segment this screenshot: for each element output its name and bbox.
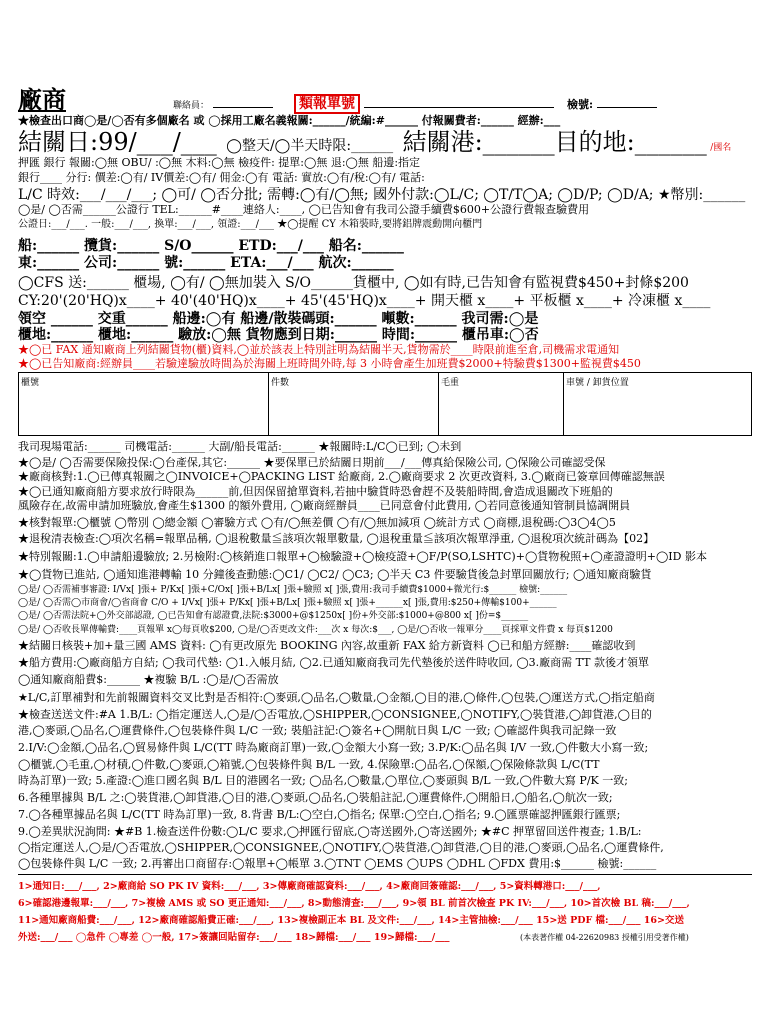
line-32: ★L/C,訂單補對和先前報關資料交叉比對是否相符:◯麥頭,◯品名,◯數量,◯金額,◯目的港,◯條件,◯包裝,◯運送方式,◯指定船商 [18, 691, 655, 704]
grid-col-truck: 車號 / 卸貨位置 [566, 378, 629, 388]
line-14: ★◯已 FAX 通知廠商上列結關貨物(櫃)資料,◯並於該表上特別註明為結關半天,貨物需於____時限前進至倉,司機需求電通知 [18, 343, 620, 356]
line-18: ★廠商核對:1.◯已傳真報關之◯INVOICE+◯PACKING LIST 給廠商, 2.◯廠商要求 2 次更改資料, 3.◯廠商已簽章回傳確認無誤 [18, 470, 665, 483]
line-31: ◯通知廠商船費$:______ ★複驗 B/L :◯是/◯否需放 [18, 673, 279, 686]
line-17: ★◯是/ ◯否需要保險投保:◯台產保,其它:______ ★要保單已於結關日期前___/___傳真給保險公司, ◯保險公司確認受保 [18, 456, 606, 469]
line-19: ★◯已通知廠商船方要求放行時限為______前,但因保留搶單資料,若抽中驗貨時恐會趕不及裝船時間,會造成退關改下班船的 [18, 485, 613, 498]
line-22: ★退稅清表檢查:◯項次名稱=報單品稱, ◯退稅數量≦該項次報單數量, ◯退稅重量≦該項次報單淨重, ◯退稅項次統計碼為【02】 [18, 532, 655, 545]
grid-col-container: 櫃號 [19, 373, 269, 435]
line-11: CY:20'(20'HQ)x____+ 40'(40'HQ)x____+ 45'(45'HQ)x____+ 開天櫃 x____+ 平板櫃 x____+ 冷凍櫃 x____ [18, 293, 711, 309]
line-5: L/C 時效:___/___/___; ◯可/ ◯否分批; 需轉:◯有/◯無; 國外付款:◯L/C; ◯T/T◯A; ◯D/P; ◯D/A; ★幣別:______ [18, 187, 746, 203]
footer-line-3: 11>通知廠商船費:___/___, 12>廠商確認船費正確:___/___, 13>複檢副正本 BL 及文件:___/___, 14>主管抽檢:___/___ 15>送 PDF 檔:___/___ 16>交送 [18, 915, 684, 926]
line-23: ★特別報關:1.◯申請船邊驗放; 2.另檢附:◯核銷進口報單+◯檢驗證+◯檢疫證+◯F/P(SO,LSHTC)+◯貨物稅照+◯產證證明+◯ID 影本 [18, 550, 707, 563]
line-16: 我司現場電話:______ 司機電話:______ 大副/船長電話:______ ★報關時:L/C◯已到; ◯未到 [18, 440, 462, 453]
line-42: ◯包裝條件與 L/C 一致; 2.再審出口商留存:◯報單+◯帳單 3.◯TNT ◯EMS ◯UPS ◯DHL ◯FDX 費用:$______ 檢號:______ [18, 857, 657, 870]
line-15: ★◯已告知廠商:經辦員____若驗達驗放時間為於海關上班時間外時,每 3 小時會產生加班費$2000+特驗費$1300+監視費$450 [18, 357, 641, 370]
line-6: ◯是/ ◯否需______公證行 TEL:______#____連絡人:____, ◯已告知會有我司公證手續費$600+公證行費報查驗費用 [18, 203, 590, 216]
line-36: ◯櫃號,◯毛重,◯材積,◯件數,◯麥頭,◯箱號,◯包裝條件與 B/L 一致, 4.保險單:◯品名,◯保額,◯保險條款與 L/C(TT [18, 758, 600, 771]
check-label: 檢號: [567, 98, 594, 111]
line-35: 2.I/V:◯金額,◯品名,◯貿易條件與 L/C(TT 時為廠商訂單)一致,◯金額大小寫一致; 3.P/K:◯品名與 I/V 一致,◯件數大小寫一致; [18, 741, 649, 754]
line-28: ◯是/ ◯否收長單傳輸費:____頁報單 x◯每頁收$200, ◯是/◯否更改文件:___次 x 每次:$___, ◯是/◯否收一報單分____頁採單文件費 x 每頁$1200 [18, 625, 613, 635]
line-25: ◯是/ ◯否需補事審證: I/Vx[ ]張+ P/Kx[ ]張+C/Ox[ ]張+B/Lx[ ]張+驗照 x[ ]張,費用:我司手續費$1000+微光行:$______ 檢號:______ [18, 585, 568, 595]
footer-line-2: 6>確認港邊報單:___/___, 7>複檢 AMS 或 SO 更正通知:___/___, 8>動態清查:___/___, 9>領 BL 前首次檢查 PK IV:___/___, 10>首次檢 BL 稿:___/___, [18, 898, 690, 909]
line-10: ◯CFS 送:______ 櫃場, ◯有/ ◯無加裝入 S/O______貨櫃中, ◯如有時,已告知會有監視費$450+封條$200 [18, 275, 689, 291]
line-3: 押匯 銀行 報關:◯無 OBU/ :◯無 木料:◯無 檢疫件: 提單:◯無 退:◯無 船邊:指定 [18, 156, 421, 169]
footer-line-4: 外送:___/___ ◯急件 ◯專差 ◯一般, 17>簽讓回貼留存:___/___ 18>歸檔:___/___ 19>歸檔:___/___ [18, 932, 450, 943]
contact-label: 聯絡員： [173, 101, 210, 111]
line-39: 7.◯各種單據品名與 L/C(TT 時為訂單)一致, 8.背書 B/L:◯空白,◯指名; 保單:◯空白,◯指名; 9.◯匯票確認押匯銀行匯票; [18, 808, 621, 821]
container-grid [18, 372, 752, 436]
line-34: 港,◯麥頭,◯品名,◯運費條件,◯包裝條件與 L/C 一致; 裝船註記:◯簽名+◯開航日與 L/C 一致; ◯確認件與我司記錄一致 [18, 724, 617, 737]
line-7: 公證日:___/___. 一般:___/___, 換單:___/___, 領證:___/___ ★◯提醒 CY 木箱裝時,要將鋁牌震動開向櫃門 [18, 219, 483, 230]
half-day-limit: ◯整天/◯半天時限:______ [226, 138, 394, 154]
line-33: ★檢查送送文件:#A 1.B/L: ◯指定運送人,◯是/◯否電放,◯SHIPPER,◯CONSIGNEE,◯NOTIFY,◯裝貨港,◯卸貨港,◯目的 [18, 708, 652, 721]
line-21: ★核對報單:◯櫃號 ◯幣別 ◯總金額 ◯審驗方式 ◯有/◯無差價 ◯有/◯無加減項 ◯統計方式 ◯商標,退稅碼:◯3◯4◯5 [18, 516, 616, 529]
footer-line-1: 1>通知日:___/___, 2>廠商給 SO PK IV 資料:___/___, 3>傳廠商確認資料:___/___, 4>廠商回簽確認:___/___, 5>資料轉港口:___/___, [18, 881, 601, 892]
grid-col-weight: 毛重 [439, 373, 564, 435]
line-27: ◯是/ ◯否需法院+◯外交部認證, ◯已告知會有認證費,法院:$3000+@$1250x[ ]份+外交部:$1000+@800 x[ ]份=$______ [18, 611, 529, 621]
booking-no-label: 類報單號 [294, 94, 360, 114]
line-20: 風險存在,故需申請加班驗放,會產生$1300 的額外費用, ◯廠商經辦員____已同意會付此費用, ◯若同意後通知管制員協調開員 [18, 499, 631, 512]
line-9: 東:______ 公司:______ 號:______ ETA:___/___ 航次:______ [18, 255, 394, 271]
line-2 [18, 128, 731, 154]
line-38: 6.各種單據與 B/L 之:◯裝貨港,◯卸貨港,◯目的港,◯麥頭,◯品名,◯裝船註記,◯運費條件,◯開船日,◯船名,◯航次一致; [18, 791, 613, 804]
line-41: ◯指定運送人,◯是/◯否電放,◯SHIPPER,◯CONSIGNEE,◯NOTIFY,◯裝貨港,◯卸貨港,◯目的港,◯麥頭,◯品名,◯運費條件, [18, 841, 664, 854]
line-30: ★船方費用:◯廠商船方自結; ◯我司代墊: ◯1.入帳月結, ◯2.已通知廠商我司先代墊後於送件時收回, ◯3.廠商需 TT 款後才領單 [18, 656, 650, 669]
country-label: /國名 [710, 143, 732, 153]
line-8: 船:______ 攬貨:______ S/O______ ETD:___/___ 船名:______ [18, 238, 404, 254]
port-destination: 結關港:______目的地:______ [402, 128, 707, 156]
form-title: 廠商 [18, 85, 66, 114]
line-1: ★檢查出口商◯是/◯否有多個廠名 或 ◯採用工廠名義報關:______/統編:#______ 付報關費者:______ 經辦:___ [18, 114, 561, 127]
footer-divider [18, 874, 752, 875]
line-4: 銀行____ 分行: 價差:◯有/ IV價差:◯有/ 佣金:◯有 電話: 實放:◯有/稅:◯有/ 電話: [18, 171, 425, 184]
footer-copyright: (本表著作權 04-22620983 授權引用受著作權) [520, 933, 689, 942]
header-row [18, 86, 657, 114]
line-29: ★結關日核裝+加+量三國 AMS 資料: ◯有更改原先 BOOKING 內容,故重新 FAX 給方新資料 ◯已和船方經辦:____確認收到 [18, 639, 636, 652]
line-40: 9.◯差異狀況詢問: ★#B 1.檢查送件份數:◯L/C 要求,◯押匯行留底,◯寄送國外,◯寄送國外; ★#C 押單留回送件複查; 1.B/L: [18, 825, 642, 838]
grid-col-pieces: 件數 [269, 373, 439, 435]
line-37: 時為訂單)一致; 5.產證:◯進口國名與 B/L 目的港國名一致; ◯品名,◯數量,◯單位,◯麥頭與 B/L 一致,◯件數大寫 P/K 一致; [18, 774, 628, 787]
line-13: 櫃地:______ 櫃地:______ 驗放:◯無 貨物應到日期:______ 時間:______ 櫃吊車:◯否 [18, 327, 539, 343]
line-24: ★◯貨物已進站, ◯通知進港轉輸 10 分鐘後查動態:◯C1/ ◯C2/ ◯C3; ◯半天 C3 件要驗貨後急封單回關放行; ◯通知廠商驗貨 [18, 568, 652, 581]
close-date: 結關日:99/___/___ [18, 128, 217, 156]
line-26: ◯是/ ◯否需◯市商會/◯省商會 C/O + I/Vx[ ]張+ P/Kx[ ]張+B/Lx[ ]張+驗照 x[ ]張+______x[ ]張,費用:$250+傳輸$100+______ [18, 598, 557, 608]
line-12: 領空 ______ 交重______ 船邊:◯有 船邊/散裝碼頭:______ 噸數:______ 我司需:◯是 [18, 311, 539, 327]
